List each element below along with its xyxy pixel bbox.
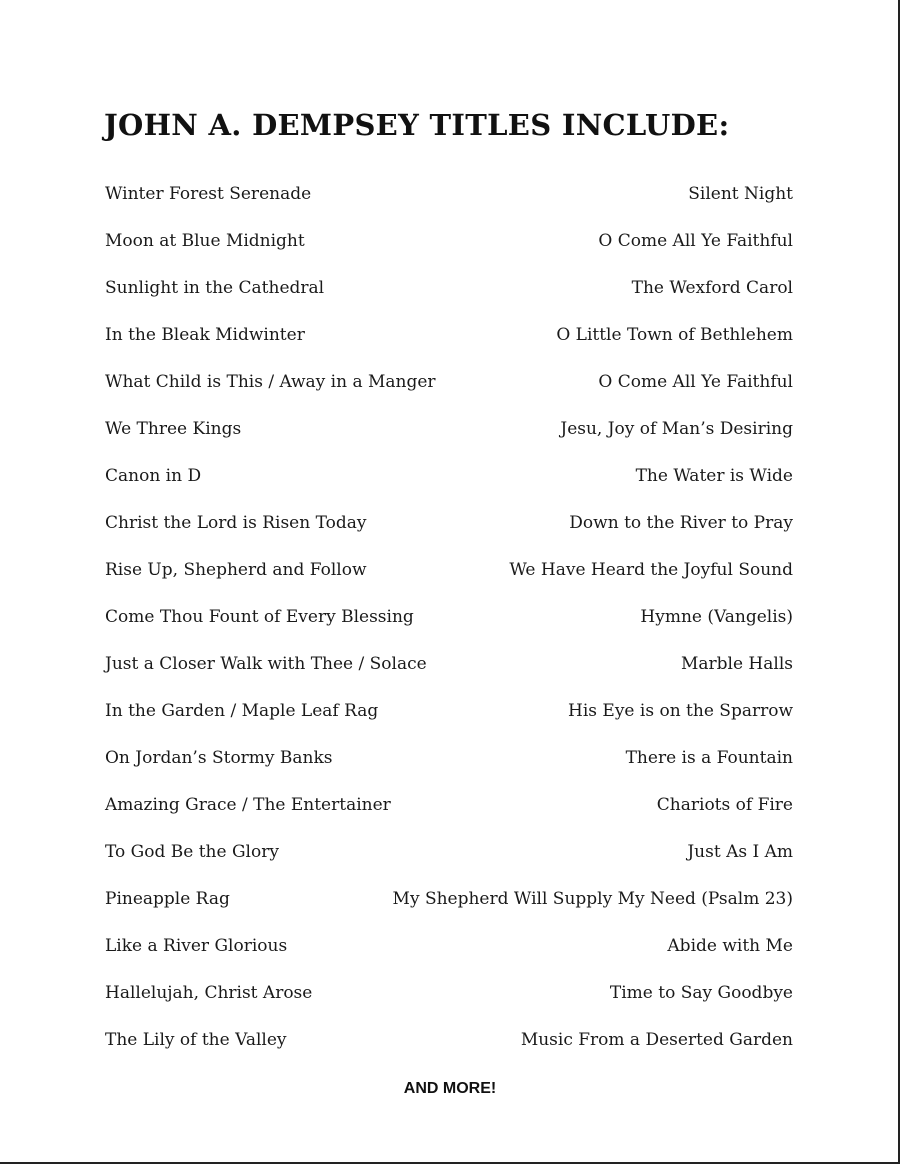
title-row [105, 983, 793, 1030]
titles-list [105, 184, 793, 1077]
title-left: In the Bleak Midwinter [105, 325, 305, 345]
title-row [105, 795, 793, 842]
title-row [105, 654, 793, 701]
title-left: Sunlight in the Cathedral [105, 278, 325, 298]
title-right: The Water is Wide [635, 466, 793, 486]
title-right: Jesu, Joy of Man’s Desiring [560, 419, 793, 439]
title-right: O Come All Ye Faithful [598, 372, 793, 392]
title-left: Amazing Grace / The Entertainer [105, 795, 391, 815]
title-row [105, 372, 793, 419]
title-left: Come Thou Fount of Every Blessing [105, 607, 414, 627]
title-left: Winter Forest Serenade [105, 184, 312, 204]
title-right: There is a Fountain [625, 748, 793, 768]
title-row [105, 701, 793, 748]
title-left: Christ the Lord is Risen Today [105, 513, 367, 533]
title-left: Canon in D [105, 466, 202, 486]
title-right: The Wexford Carol [631, 278, 793, 298]
title-left: Just a Closer Walk with Thee / Solace [105, 654, 427, 674]
title-row [105, 184, 793, 231]
title-left: Pineapple Rag [105, 889, 230, 909]
title-row [105, 889, 793, 936]
title-left: Rise Up, Shepherd and Follow [105, 560, 367, 580]
title-right: O Little Town of Bethlehem [556, 325, 793, 345]
title-left: Like a River Glorious [105, 936, 288, 956]
title-row [105, 560, 793, 607]
title-row [105, 607, 793, 654]
title-row [105, 419, 793, 466]
title-left: On Jordan’s Stormy Banks [105, 748, 333, 768]
title-left: What Child is This / Away in a Manger [105, 372, 436, 392]
title-right: Marble Halls [680, 654, 793, 674]
title-right: Hymne (Vangelis) [640, 607, 793, 627]
title-left: Hallelujah, Christ Arose [105, 983, 313, 1003]
title-row [105, 466, 793, 513]
title-right: Chariots of Fire [656, 795, 793, 815]
title-row [105, 842, 793, 889]
title-right: Silent Night [688, 184, 793, 204]
and-more-note: AND MORE! [403, 1080, 497, 1097]
title-right: His Eye is on the Sparrow [568, 701, 793, 721]
title-row [105, 325, 793, 372]
title-right: We Have Heard the Joyful Sound [509, 560, 793, 580]
title-left: Moon at Blue Midnight [105, 231, 305, 251]
title-left: The Lily of the Valley [105, 1030, 287, 1050]
title-row [105, 513, 793, 560]
title-right: Just As I Am [687, 842, 793, 862]
title-right: Time to Say Goodbye [609, 983, 793, 1003]
title-row [105, 278, 793, 325]
title-right: Abide with Me [667, 936, 793, 956]
title-left: In the Garden / Maple Leaf Rag [105, 701, 379, 721]
title-left: To God Be the Glory [105, 842, 279, 862]
title-right: Down to the River to Pray [569, 513, 793, 533]
page-title: JOHN A. DEMPSEY TITLES INCLUDE: [104, 108, 730, 142]
title-row [105, 748, 793, 795]
title-left: We Three Kings [105, 419, 242, 439]
title-row [105, 1030, 793, 1077]
title-right: Music From a Deserted Garden [520, 1030, 793, 1050]
title-right: My Shepherd Will Supply My Need (Psalm 23) [392, 889, 793, 909]
title-row [105, 936, 793, 983]
title-row [105, 231, 793, 278]
title-right: O Come All Ye Faithful [598, 231, 793, 251]
